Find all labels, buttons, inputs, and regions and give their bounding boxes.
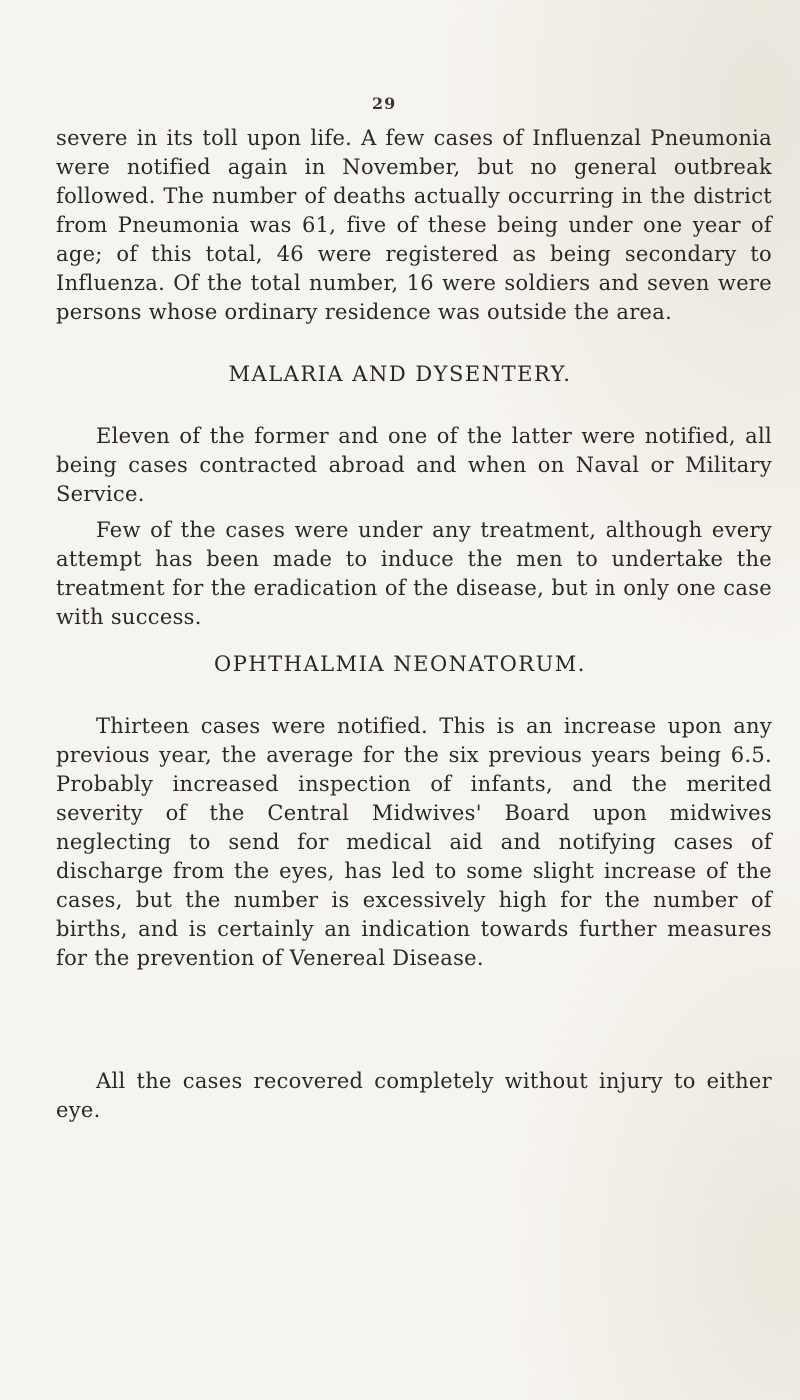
paragraph-influenza-end: severe in its toll upon life. A few cases of Influenzal Pneumonia were notified again in November, but no general outbreak followed. The number of deaths actually occurring in the district from Pneumonia was 61, five of these being under one year of age; of this total, 46 were registered as being secondary to Influenza. Of the total number, 16 were soldiers and seven were persons whose ordinary residence was outside the area. [56, 126, 772, 324]
paragraph-malaria-treatment: Few of the cases were under any treatment, although every attempt has been made to induce the men to undertake the treatment for the eradication of the disease, but in only one case with success. [56, 518, 772, 629]
paragraph-ophthalmia-notified: Thirteen cases were notified. This is an increase upon any previous year, the average for the six previous years being 6.5. Probably increased inspection of infants, and the merited severity of the Central Midwives' Board upon midwives neglecting to send for medical aid and notifying cases of discharge from the eyes, has led to some slight increase of the cases, but the number is excessively high for the number of births, and is certainly an indication towards further measures for the prevention of Venereal Disease. [56, 714, 772, 970]
paragraph-malaria-notified: Eleven of the former and one of the latter were notified, all being cases contracted abroad and when on Naval or Military Service. [56, 424, 772, 506]
paragraph-ophthalmia-recovered: All the cases recovered completely without injury to either eye. [56, 1069, 772, 1122]
heading-malaria-dysentery: MALARIA AND DYSENTERY. [228, 362, 572, 386]
page-number: 29 [372, 94, 397, 113]
heading-ophthalmia-neonatorum: OPHTHALMIA NEONATORUM. [214, 652, 586, 676]
